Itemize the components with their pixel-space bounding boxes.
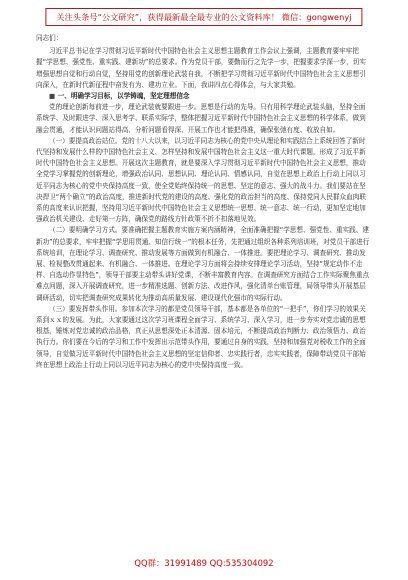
section-heading xyxy=(36,91,370,102)
intro-paragraph: 习近平总书记在学习贯彻习近平新时代中国特色社会主义思想主题教育工作会议上强调，主题教育要牢牢把握“学思想、强党性、重实践、建新功”的总要求。作为党员干部，要勤而行之先学一步，把握要求学深一步，切实增强思想自觉和行动自觉，坚持用党的创新理论武装自我，不断把学习贯彻习近平新时代中国特色社会主义思想引向深入，在新时代新征程中奋发有为、建功立业。下面，我讲四点心得体会，与大家共勉。 xyxy=(36,47,366,89)
section-heading-text: 一、明确学习目标，以学铸魂，坚定理想信念 xyxy=(57,92,190,101)
section-intro-paragraph: 党的理论创新每前进一步，理论武装就要跟进一步。思想是行动的先导。只有用科学理论武装头脑，坚持全面系统学、及时跟进学、深入思考学、联系实际学，整体把握习近平新时代中国特色社会主义思想的科学体系，做到融会贯通，才能认识问题站得高、分析问题看得深、开展工作也才能把得准，确保张弛有度、收放自如。 xyxy=(36,103,366,134)
document-body xyxy=(36,33,370,371)
footer-contact-text: QQ群：31991489 QQ:535304092 xyxy=(134,558,274,568)
point-two-paragraph: （二）要明确学习方式。要准确把握主题教育实施方案内涵精神，全面准确把握“学思想、强党性、重实践、建新功”的总要求，牢牢把握“学思用贯通、知信行统一”的根本任务，先把通过组织各种系列培训班，对党员干部进行系统培训，在理论学习、调查研究、推动发展等方面做到有机融合、一体推进。要把理论学习、调查研究、推动发展、检视整改贯通起来、有机融合、一体推进。在理论学习方面将会持续安排理论学习活动，坚持“规定动作不走样、自选动作显特色”，领导干部要主动带头讲好党课，不断丰富教育内容。在调查研究方面结合工作实际聚焦重点难点问题，深入开展调查研究，进一步精准选题、创新方法、改进作风，强化清单台账管理，局领导带头开展基层调研活动，切实把调查研究成果转化为推动高质量发展、建设现代化强市的实际行动。 xyxy=(36,226,370,302)
promo-banner-text: 关注头条号“公文研究”，获得最新最全最专业的公文资料库！ 微信：gongwenyj xyxy=(56,12,352,22)
separator-marks: ■ xyxy=(49,92,56,101)
point-three-paragraph: （三）要发挥带头作用。参加本次学习的都是党员领导干部，基本都是各单位的“一把手”，你们学习的效果关系到ｘｘ的发展。为此，大家要通过这次学习班课程全面学习、系统学习、深入学习，进一步夯实对党忠诚的思想根基，锤炼对党忠诚的政治品格，真正从思想深处正本清源、固本培元，不断提高政治判断力、政治领悟力、政治执行力。你们要在今后的学习和工作中发挥出示范带头作用，要通过自身的实践，坚持和加强党对税收工作的全面领导，自觉做习近平新时代中国特色社会主义思想的坚定信仰者、忠实践行者，忠实实践者，保障带动党员干部始终在思想上政治上行动上同以习近平同志为核心的党中央保持高度一致。 xyxy=(36,304,366,369)
footer-contact xyxy=(0,558,408,569)
point-one-paragraph: （一）要提高政治站位。党的十八大以来，以习近平同志为核心的党中央从理论和实践结合上系统回答了新时代坚持和发展什么样的中国特色社会主义、怎样坚持和发展中国特色社会主义这一重大时代课题，形成了习近平新时代中国特色社会主义思想。开展这次主题教育，就是要深入学习贯彻习近平新时代中国特色社会主义思想，推动全党学习掌握党的创新理论，增强政治认同、思想认同、理论认同、情感认同，自觉在思想上政治上行动上同以习近平同志为核心的党中央保持高度一致，使全党始终保持统一的思想、坚定的意志、强大的战斗力。我们要站在坚决捍卫“两个确立”的政治高度，推进新时代党的建设的高度、强化党的政治担当的高度、保持党同人民群众血肉联系的高度来认识把握，坚持用习近平新时代中国特色社会主义思想统一思想、统一意志、统一行动，更加坚定地加强政治机关建设、走好第一方阵，确保党的路线方针政策不折不扣落地见效。 xyxy=(36,136,366,224)
promo-banner xyxy=(45,8,362,26)
greeting: 同志们： xyxy=(36,34,63,42)
